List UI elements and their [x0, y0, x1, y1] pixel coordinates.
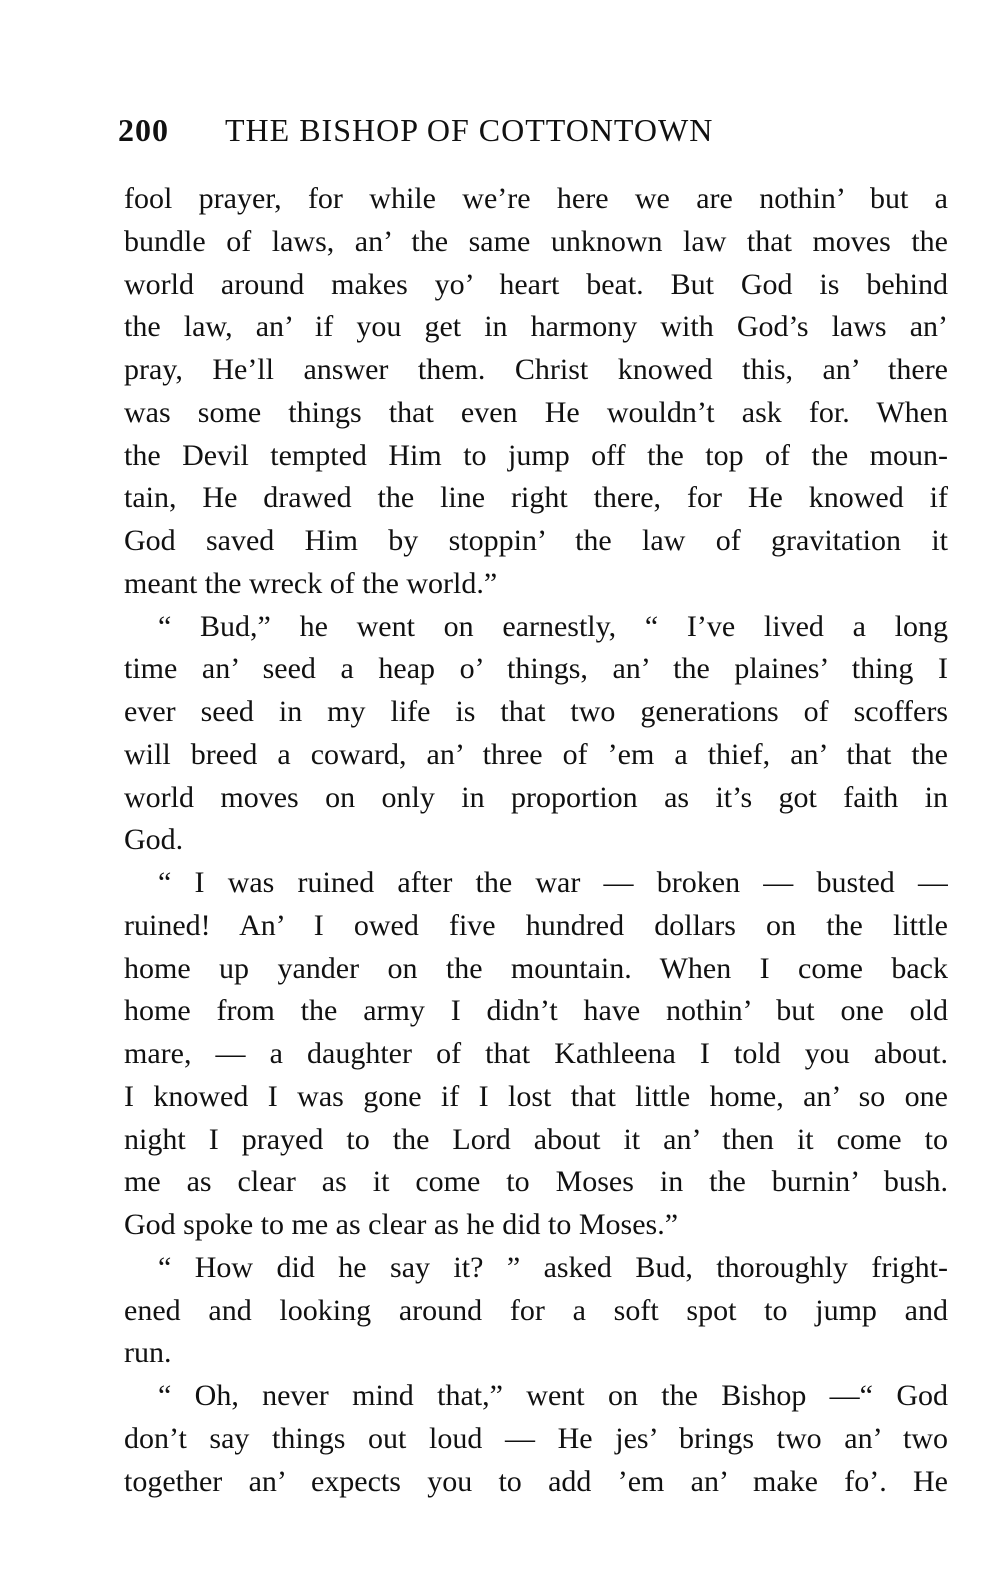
- text-line: ened and looking around for a soft spot to jump and: [124, 1293, 948, 1327]
- page-number: 200: [118, 112, 169, 148]
- text-line: run.: [124, 1336, 172, 1370]
- text-line: night I prayed to the Lord about it an’ then it come to: [124, 1122, 948, 1156]
- text-line: pray, He’ll answer them. Christ knowed this, an’ there: [124, 353, 948, 386]
- text-line: home up yander on the mountain. When I come back: [124, 951, 948, 985]
- text-line: I knowed I was gone if I lost that little home, an’ so one: [124, 1079, 948, 1113]
- text-line: was some things that even He wouldn’t ask for. When: [124, 395, 948, 429]
- text-line: will breed a coward, an’ three of ’em a thief, an’ that the: [124, 737, 948, 771]
- text-line: “ How did he say it? ” asked Bud, thoroughly fright-: [158, 1250, 948, 1284]
- text-line: ever seed in my life is that two generations of scoffers: [124, 695, 948, 728]
- text-line: tain, He drawed the line right there, for He knowed if: [124, 481, 948, 515]
- text-line: “ Bud,” he went on earnestly, “ I’ve lived a long: [158, 609, 948, 643]
- text-line: me as clear as it come to Moses in the burnin’ bush.: [124, 1165, 948, 1199]
- text-line: meant the wreck of the world.”: [124, 566, 498, 600]
- text-line: time an’ seed a heap o’ things, an’ the plaines’ thing I: [124, 652, 948, 686]
- text-line: “ Oh, never mind that,” went on the Bishop —“ God: [158, 1379, 948, 1412]
- text-line: God spoke to me as clear as he did to Moses.”: [124, 1208, 679, 1241]
- running-head-title: THE BISHOP OF COTTONTOWN: [225, 112, 714, 148]
- text-line: together an’ expects you to add ’em an’ make fo’. He: [124, 1464, 948, 1498]
- text-line: “ I was ruined after the war — broken — busted —: [158, 866, 948, 899]
- text-line: world moves on only in proportion as it’s got faith in: [124, 780, 948, 814]
- running-head: [118, 112, 948, 156]
- text-line: God saved Him by stoppin’ the law of gravitation it: [124, 524, 948, 557]
- body-text: [124, 178, 948, 1503]
- text-line: bundle of laws, an’ the same unknown law that moves the: [124, 224, 948, 258]
- text-line: world around makes yo’ heart beat. But God is behind: [124, 267, 948, 301]
- text-line: ruined! An’ I owed five hundred dollars on the little: [124, 908, 948, 942]
- text-line: fool prayer, for while we’re here we are nothin’ but a: [124, 182, 948, 215]
- text-line: mare, — a daughter of that Kathleena I told you about.: [124, 1037, 948, 1070]
- text-line: the law, an’ if you get in harmony with God’s laws an’: [124, 310, 948, 344]
- text-line: the Devil tempted Him to jump off the top of the moun-: [124, 438, 948, 472]
- text-line: don’t say things out loud — He jes’ brings two an’ two: [124, 1421, 948, 1455]
- text-line: home from the army I didn’t have nothin’ but one old: [124, 994, 948, 1028]
- text-line: God.: [124, 823, 184, 857]
